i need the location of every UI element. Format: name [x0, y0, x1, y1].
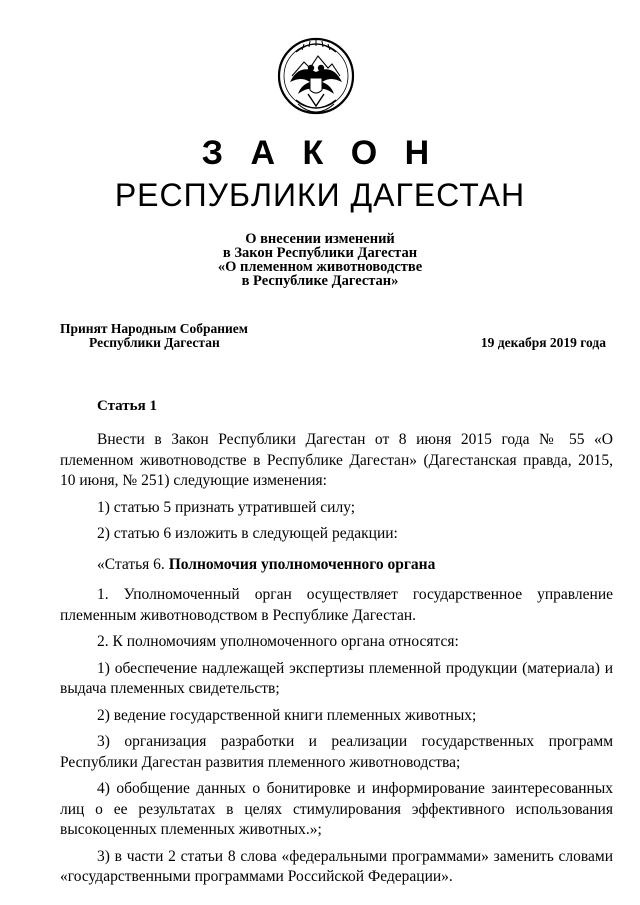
law-subject-line: в Закон Республики Дагестан	[222, 245, 418, 261]
quoted-article-title: Полномочия уполномоченного органа	[168, 555, 436, 573]
article-item: 2) статью 6 изложить в следующей редакции:	[97, 525, 398, 542]
adoption-line-2: Республики Дагестан	[89, 335, 220, 350]
article-heading: Статья 1	[97, 398, 157, 414]
law-subject-line: в Республике Дагестан»	[241, 273, 399, 289]
article-subitem: 4) обобщение данных о бонитировке и информирование заинтересованных лиц о ее результатах в целях стимулирования эффективного использования высокоценных племенных животных.»;	[60, 780, 613, 838]
article-subitem: 2) ведение государственной книги племенных животных;	[97, 706, 477, 724]
republic-title: РЕСПУБЛИКИ ДАГЕСТАН	[114, 177, 526, 213]
article-paragraph: 1. Уполномоченный орган осуществляет государственное управление племенным животноводством в Республике Дагестан.	[60, 586, 613, 624]
adoption-info	[60, 322, 248, 350]
dagestan-coat-of-arms-icon	[274, 32, 358, 124]
quoted-article-prefix: «Статья 6.	[97, 555, 169, 573]
article-paragraph: 2. К полномочиям уполномоченного органа относятся:	[97, 633, 459, 650]
article-item: 1) статью 5 признать утратившей силу;	[97, 498, 356, 516]
article-subitem: 1) обеспечение надлежащей экспертизы племенной продукции (материала) и выдача племенных свидетельств;	[60, 659, 613, 697]
law-subject-line: О внесении изменений	[245, 231, 395, 247]
adoption-date: 19 декабря 2019 года	[480, 335, 606, 350]
quoted-article-heading	[60, 555, 613, 576]
law-title: З А К О Н	[201, 134, 439, 172]
law-subject-line: «О племенном животноводстве	[217, 259, 423, 275]
law-subject	[0, 232, 640, 288]
article-subitem: 3) организация разработки и реализации государственных программ Республики Дагестан развития племенного животноводства;	[60, 733, 613, 771]
adoption-line-1: Принят Народным Собранием	[60, 321, 248, 336]
article-intro: Внести в Закон Республики Дагестан от 8 июня 2015 года № 55 «О племенном животноводстве в Республике Дагестан» (Дагестанская правда, 2015, 10 июня, № 251) следующие изменения:	[60, 431, 613, 489]
article-body	[60, 430, 613, 888]
article-item: 3) в части 2 статьи 8 слова «федеральными программами» заменить словами «государственными программами Российской Федерации».	[60, 847, 613, 885]
